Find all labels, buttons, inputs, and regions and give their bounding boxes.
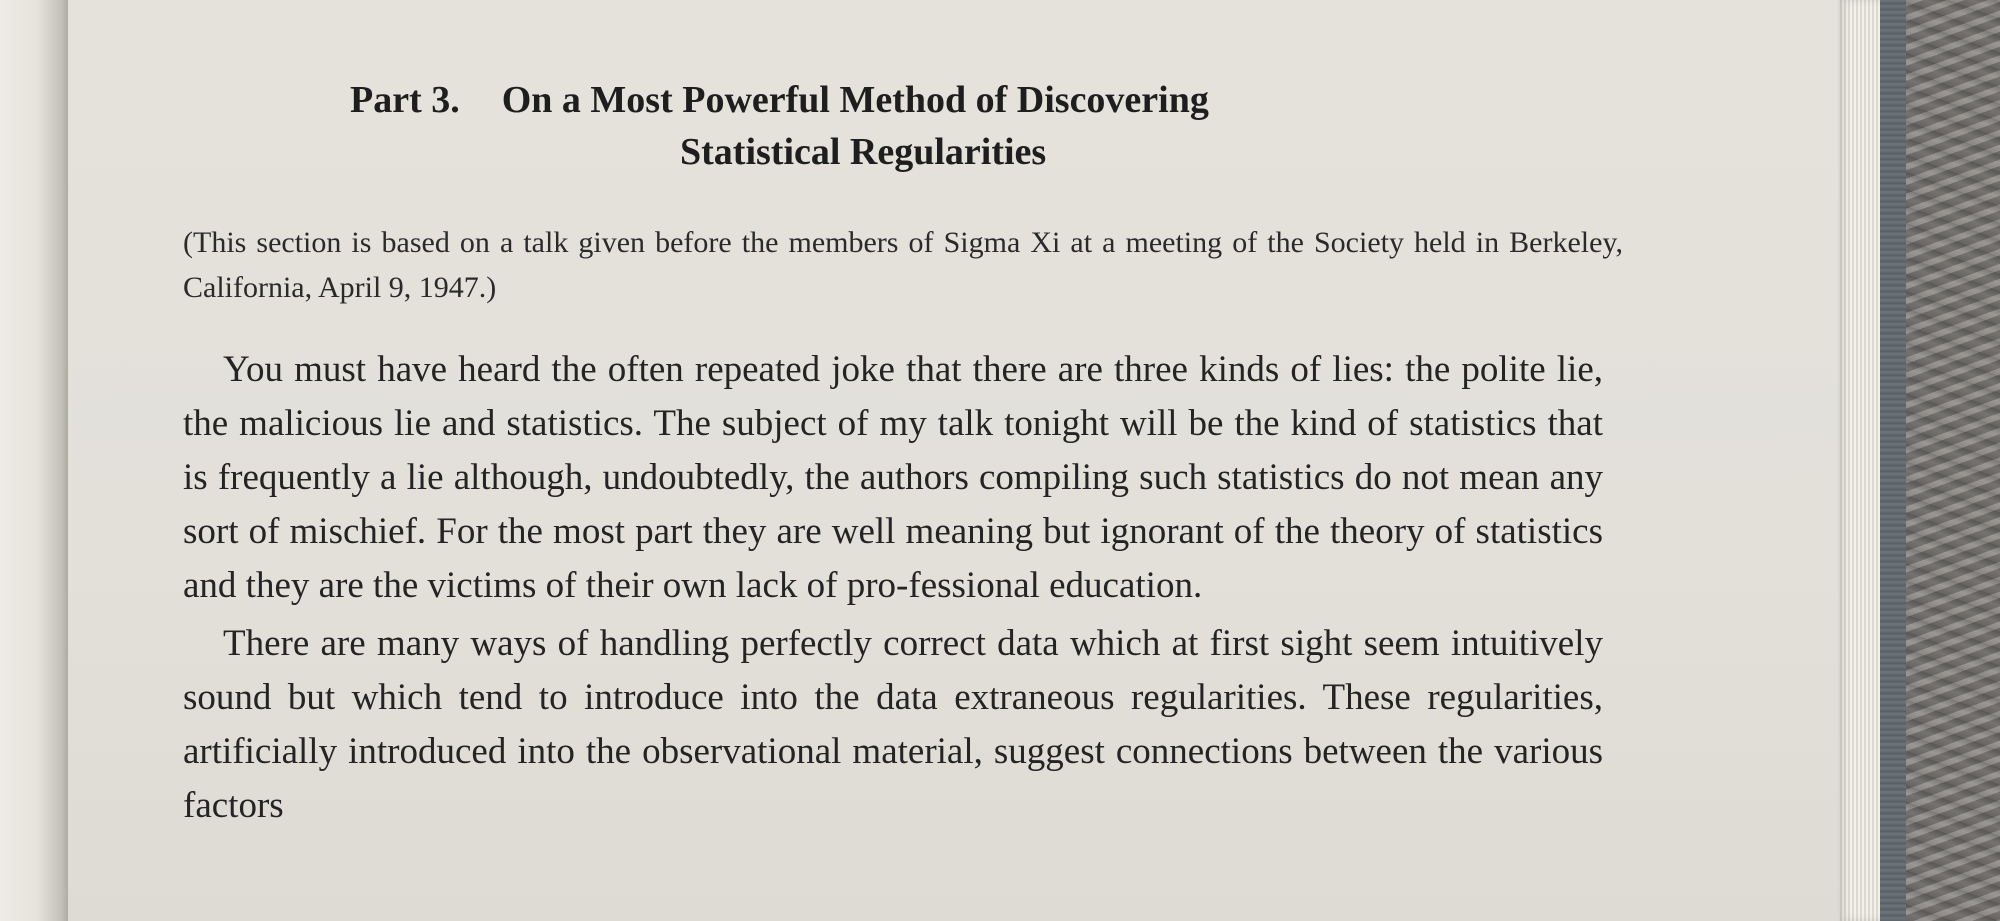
title-line-1: On a Most Powerful Method of Discovering xyxy=(501,79,1209,121)
left-page-edge xyxy=(0,0,68,921)
section-heading xyxy=(350,74,1450,178)
title-line-2: Statistical Regularities xyxy=(680,131,1047,173)
paragraph: There are many ways of handling perfectly correct data which at first sight seem intuitively sound but which tend to introduce into the data extraneous regularities. These regularities, artificially introduced into the observational material, suggest connections between the various factors xyxy=(183,623,1603,826)
book-cover xyxy=(1880,0,1906,921)
previous-text-fragment xyxy=(220,0,780,4)
fabric-background xyxy=(1906,0,2000,921)
section-note: (This section is based on a talk given before the members of Sigma Xi at a meeting of the Society held in Berkeley, California, April 9, 1947.) xyxy=(183,226,1623,304)
paragraph: You must have heard the often repeated joke that there are three kinds of lies: the polite lie, the malicious lie and statistics. The subject of my talk tonight will be the kind of statistics that is frequently a lie although, undoubtedly, the authors compiling such statistics do not mean any sort of mischief. For the most part they are well meaning but ignorant of the theory of statistics and they are the victims of their own lack of pro-fessional education. xyxy=(183,349,1603,606)
part-label: Part 3. xyxy=(350,79,460,121)
body-text xyxy=(183,343,1603,833)
